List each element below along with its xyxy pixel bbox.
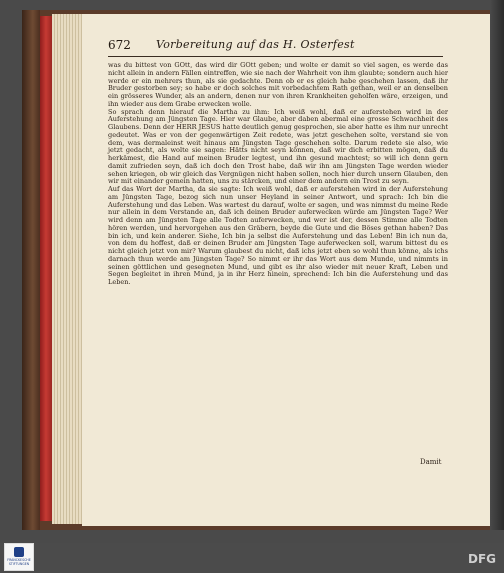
paragraph-2: So sprach denn hierauf die Martha zu ihm: Ich weiß wohl, daß er auferstehen wird in der Auferstehung am Jüngsten Tage. Hier war Glaube, aber daben abermal eine grosse Schwachheit des Glaubens. Denn der HERR JESUS hatte deutlich genug gesprochen, sie aber hatte es ihm nur unrecht gedeutet. Was er von der gegenwärtigen Zeit redete, was jetzt geschehen solte, verstand sie von dem, was dermaleinst weit hinaus am Jüngsten Tage geschehen solte. Darum redete sie also, wie jetzt gedacht, als wolte sie sagen: Hätts nicht seyn können, daß wir dich erbitten mögen, daß du herkämest, die Hand auf meinen Bruder legtest, und ihn gesund machtest; so will ich denn gern damit zufrieden seyn, daß ich doch den Trost habe, daß wir ihn am Jüngsten Tage werden wieder sehen kriegen, ob wir gleich das Vergnügen nicht haben sollen, noch hier durch unsern Glauben, den wir mit einander gemein hatten, uns zu stärcken, und einer dem andern ein Trost zu seyn.	[108, 107, 448, 186]
institution-logo	[4, 543, 34, 571]
scan-right-strip	[490, 0, 504, 530]
running-title: Vorbereitung auf das H. Osterfest	[156, 38, 355, 51]
body-text	[108, 62, 448, 287]
red-page-edge	[40, 16, 52, 521]
logo-mark-icon	[14, 547, 24, 557]
page-number: 672	[108, 38, 131, 52]
dfg-logo: DFG	[467, 552, 496, 566]
page-stack	[52, 14, 82, 524]
paragraph-3: Auf das Wort der Martha, da sie sagte: Ich weiß wohl, daß er auferstehen wird in der Auferstehung am Jüngsten Tage, bezog sich nun unser Heyland in seiner Antwort, und sprach: Ich bin die Auferstehung und das Leben. Was wartest du darauf, wolte er sagen, und was nimmst du meine Rede nur allein in dem Verstande an, daß ich deinen Bruder auferwecken würde am Jüngsten Tage? Wer wird denn am Jüngsten Tage alle Todten auferwecken, und wer ist der, dessen Stimme alle Todten hören werden, und hervorgehen aus den Gräbern, beyde die Gute und die Böses gethan haben? Das bin ich, und kein anderer. Siehe, Ich bin ja selbst die Auferstehung und das Leben! Bin ich nun da, von dem du hoffest, daß er deinen Bruder am Jüngsten Tage auferwecken soll, warum bittest du es nicht gleich jetzt von mir? Warum glaubest du nicht, daß ichs jetzt eben so wohl thun könne, als ichs darnach thun werde am Jüngsten Tage? So nimmt er ihr das Wort aus dem Munde, und nimmts in seinen göttlichen und gesegneten Mund, und gibt es ihr also wieder mit neuer Kraft, Leben und Segen begleitet in ihren Mund, ja in ihr Herz hinein, sprechend: Ich bin die Auferstehung und das Leben.	[108, 185, 448, 286]
viewer-footer	[0, 543, 504, 573]
page-header	[108, 36, 443, 57]
catchword: Damit	[420, 458, 442, 466]
logo-text: FRANCKESCHE STIFTUNGEN	[7, 558, 31, 566]
book-cover-edge	[22, 10, 40, 530]
paragraph-1: was du bittest von GOtt, das wird dir GOtt geben; und wolte er damit so viel sagen, es werde das nicht allein in andern Fällen eintreffen, wie sie nach der Wahrheit von ihm glaubte; sondern auch hier werde er ein mehrers thun, als sie gedachte. Denn ob er es gleich habe geschehen lassen, daß ihr Bruder gestorben sey; so habe er doch solches mit vorbedachtem Rath gethan, weil er an denselben ein grösseres Wunder, als an andern, denen nur von ihren Krankheiten geholfen wäre, erzeigen, und ihn wieder aus dem Grabe erwecken wolle.	[108, 61, 448, 108]
